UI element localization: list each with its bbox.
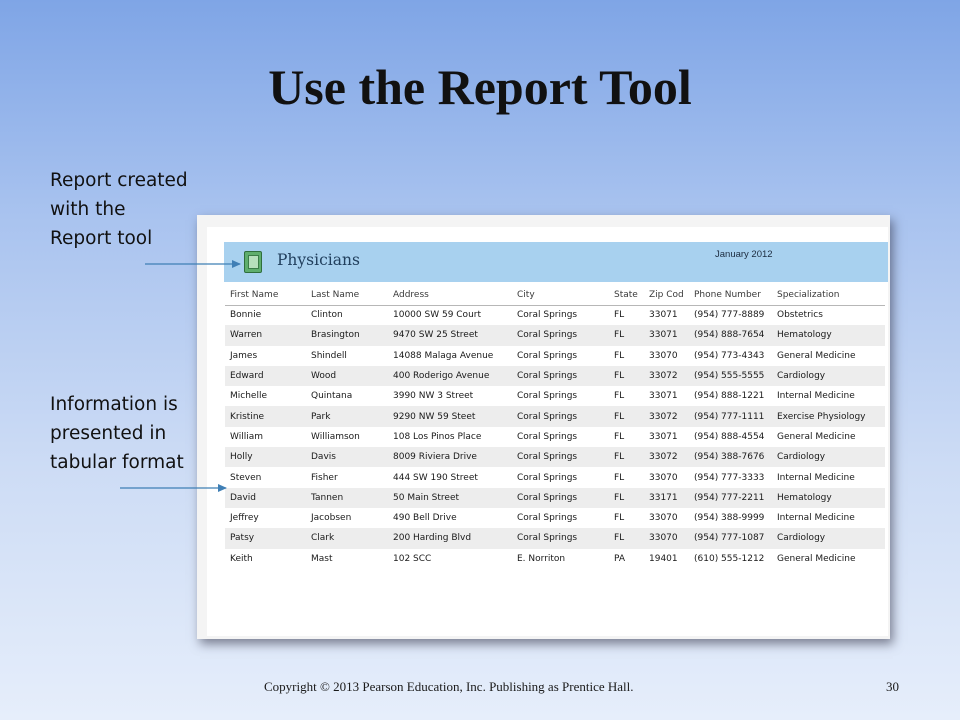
table-cell: 33072 xyxy=(644,366,689,386)
table-cell: 19401 xyxy=(649,553,678,564)
table-cell: Clark xyxy=(306,528,388,548)
table-cell: (610) 555-1212 xyxy=(694,553,765,564)
table-cell: Coral Springs xyxy=(512,447,609,467)
table-cell: General Medicine xyxy=(777,553,856,564)
table-cell: (954) 777-8889 xyxy=(694,310,765,321)
table-cell: 33072 xyxy=(644,447,689,467)
column-header: Phone Number xyxy=(689,285,772,305)
table-cell: General Medicine xyxy=(777,431,856,442)
table-row xyxy=(225,447,885,467)
table-cell: Coral Springs xyxy=(517,431,578,442)
table-cell: Hematology xyxy=(772,488,885,508)
table-cell: Quintana xyxy=(311,391,353,402)
table-cell: 9290 NW 59 Steet xyxy=(388,406,512,426)
table-cell: 444 SW 190 Street xyxy=(393,472,478,483)
table-cell: Clinton xyxy=(311,310,343,321)
column-header: Address xyxy=(388,285,512,305)
slide-title: Use the Report Tool xyxy=(268,59,692,115)
table-cell: Coral Springs xyxy=(512,366,609,386)
table-cell: Obstetrics xyxy=(777,310,823,321)
table-row xyxy=(225,508,885,528)
table-cell: Warren xyxy=(225,325,306,345)
table-cell: Internal Medicine xyxy=(777,391,855,402)
table-cell: FL xyxy=(614,472,625,483)
physicians-table xyxy=(225,285,885,569)
table-cell: Michelle xyxy=(230,391,267,402)
table-cell: 10000 SW 59 Court xyxy=(393,310,482,321)
table-cell: Internal Medicine xyxy=(777,513,855,524)
table-cell: Cardiology xyxy=(772,366,885,386)
table-cell: (954) 388-9999 xyxy=(694,513,765,524)
table-cell: 33071 xyxy=(644,325,689,345)
table-row xyxy=(225,366,885,386)
column-header: Zip Cod xyxy=(644,285,689,305)
column-header: Specialization xyxy=(772,285,885,305)
table-cell: 102 SCC xyxy=(393,553,432,564)
column-header: First Name xyxy=(225,285,306,305)
table-cell: FL xyxy=(614,310,625,321)
table-row xyxy=(225,528,885,548)
column-header: State xyxy=(609,285,644,305)
table-cell: 33070 xyxy=(649,513,678,524)
column-header: Last Name xyxy=(306,285,388,305)
table-cell: Internal Medicine xyxy=(777,472,855,483)
table-cell: FL xyxy=(609,406,644,426)
table-cell: 490 Bell Drive xyxy=(393,513,457,524)
table-cell: James xyxy=(230,350,258,361)
table-cell: 9470 SW 25 Street xyxy=(388,325,512,345)
page-number: 30 xyxy=(886,679,899,694)
table-cell: Park xyxy=(306,406,388,426)
table-cell: Coral Springs xyxy=(512,325,609,345)
table-cell: PA xyxy=(614,553,626,564)
table-cell: 33070 xyxy=(644,528,689,548)
table-cell: Fisher xyxy=(311,472,338,483)
table-row xyxy=(225,549,885,569)
table-cell: (954) 555-5555 xyxy=(689,366,772,386)
table-cell: 33071 xyxy=(649,391,678,402)
table-cell: Coral Springs xyxy=(517,350,578,361)
table-cell: Coral Springs xyxy=(512,488,609,508)
report-title: Physicians xyxy=(277,251,360,269)
table-cell: 3990 NW 3 Street xyxy=(393,391,474,402)
table-cell: 33071 xyxy=(649,431,678,442)
table-cell: Kristine xyxy=(225,406,306,426)
table-cell: 33070 xyxy=(649,350,678,361)
table-cell: Holly xyxy=(225,447,306,467)
table-cell: Jacobsen xyxy=(311,513,352,524)
table-cell: 8009 Riviera Drive xyxy=(388,447,512,467)
table-cell: Brasington xyxy=(306,325,388,345)
table-cell: (954) 777-3333 xyxy=(694,472,765,483)
report-header xyxy=(224,242,888,282)
table-cell: Patsy xyxy=(225,528,306,548)
table-cell: Wood xyxy=(306,366,388,386)
table-cell: 108 Los Pinos Place xyxy=(393,431,482,442)
table-cell: Edward xyxy=(225,366,306,386)
table-cell: 200 Harding Blvd xyxy=(388,528,512,548)
table-cell: Jeffrey xyxy=(230,513,259,524)
table-cell: Coral Springs xyxy=(512,528,609,548)
table-cell: (954) 773-4343 xyxy=(694,350,765,361)
table-cell: (954) 388-7676 xyxy=(689,447,772,467)
table-cell: 33171 xyxy=(644,488,689,508)
table-cell: FL xyxy=(609,447,644,467)
table-row xyxy=(225,346,885,366)
table-row xyxy=(225,488,885,508)
table-cell: Coral Springs xyxy=(517,391,578,402)
table-cell: Mast xyxy=(311,553,333,564)
table-cell: (954) 888-4554 xyxy=(694,431,765,442)
table-cell: Williamson xyxy=(311,431,360,442)
report-icon xyxy=(244,251,262,273)
table-cell: Cardiology xyxy=(772,528,885,548)
table-cell: 33072 xyxy=(644,406,689,426)
table-cell: FL xyxy=(614,513,625,524)
table-cell: 14088 Malaga Avenue xyxy=(393,350,494,361)
table-cell: FL xyxy=(609,325,644,345)
table-cell: 400 Roderigo Avenue xyxy=(388,366,512,386)
table-cell: (954) 777-1111 xyxy=(689,406,772,426)
table-row xyxy=(225,325,885,345)
table-cell: (954) 777-2211 xyxy=(689,488,772,508)
table-cell: Exercise Physiology xyxy=(772,406,885,426)
table-cell: FL xyxy=(614,350,625,361)
table-cell: (954) 888-7654 xyxy=(689,325,772,345)
table-cell: Keith xyxy=(230,553,253,564)
table-cell: Coral Springs xyxy=(517,472,578,483)
table-cell: David xyxy=(225,488,306,508)
table-row xyxy=(225,406,885,426)
table-row xyxy=(225,427,885,447)
copyright-footer: Copyright © 2013 Pearson Education, Inc. Publishing as Prentice Hall. xyxy=(264,679,634,694)
table-cell: 33070 xyxy=(649,472,678,483)
table-row xyxy=(225,467,885,487)
table-cell: FL xyxy=(614,391,625,402)
table-cell: (954) 777-1087 xyxy=(689,528,772,548)
table-cell: Shindell xyxy=(311,350,347,361)
table-cell: FL xyxy=(609,528,644,548)
column-header: City xyxy=(512,285,609,305)
table-cell: (954) 888-1221 xyxy=(694,391,765,402)
table-cell: William xyxy=(230,431,263,442)
table-cell: FL xyxy=(609,366,644,386)
table-cell: Coral Springs xyxy=(512,406,609,426)
table-header-row xyxy=(225,285,885,305)
table-cell: 33071 xyxy=(649,310,678,321)
callout-report-created: Report created with the Report tool xyxy=(50,170,188,249)
report-sheet xyxy=(207,227,888,636)
table-row xyxy=(225,386,885,406)
table-cell: Bonnie xyxy=(230,310,262,321)
table-cell: Coral Springs xyxy=(517,310,578,321)
table-cell: Cardiology xyxy=(772,447,885,467)
table-cell: Steven xyxy=(230,472,262,483)
table-row xyxy=(225,305,885,325)
table-cell: FL xyxy=(614,431,625,442)
table-cell: 50 Main Street xyxy=(388,488,512,508)
table-cell: Tannen xyxy=(306,488,388,508)
callout-tabular-format: Information is presented in tabular format xyxy=(50,394,184,473)
table-cell: Davis xyxy=(306,447,388,467)
table-cell: Coral Springs xyxy=(517,513,578,524)
table-cell: E. Norriton xyxy=(517,553,566,564)
table-cell: FL xyxy=(609,488,644,508)
table-cell: Hematology xyxy=(772,325,885,345)
report-date: January 2012 xyxy=(715,249,773,260)
table-cell: General Medicine xyxy=(777,350,856,361)
